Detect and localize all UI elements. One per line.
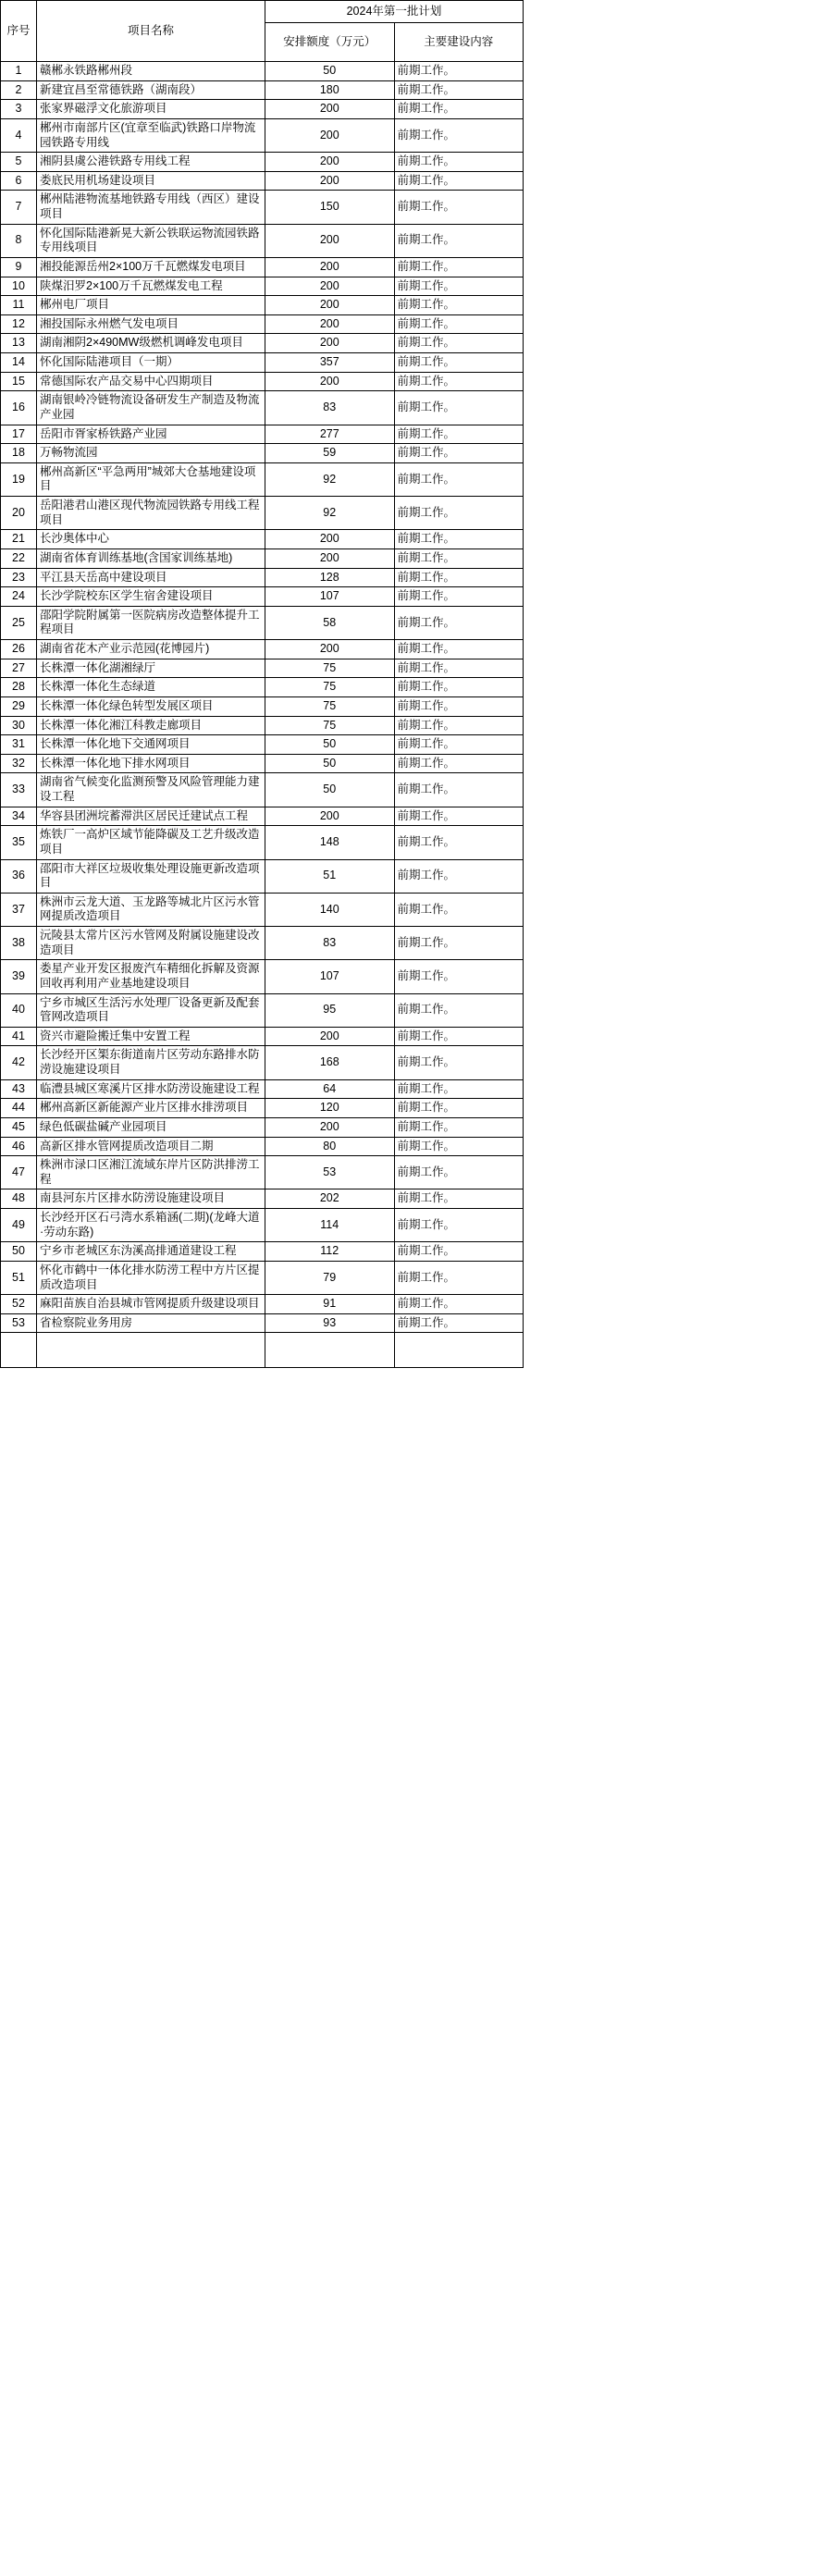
cell-amount: 277 <box>265 425 395 444</box>
cell-content: 前期工作。 <box>394 372 524 391</box>
cell-project-name: 临澧县城区寒溪片区排水防涝设施建设工程 <box>37 1079 265 1099</box>
table-row <box>1 277 524 296</box>
cell-amount: 200 <box>265 296 395 315</box>
cell-project-name: 华容县团洲垸蓄滞洪区居民迁建试点工程 <box>37 807 265 826</box>
cell-project-name: 长沙经开区榘东街道南片区劳动东路排水防涝设施建设项目 <box>37 1046 265 1079</box>
cell-content: 前期工作。 <box>394 1156 524 1189</box>
cell-index: 4 <box>1 118 37 152</box>
cell-empty <box>1 1333 37 1368</box>
cell-index: 53 <box>1 1313 37 1333</box>
table-row <box>1 334 524 353</box>
cell-content: 前期工作。 <box>394 678 524 697</box>
cell-content: 前期工作。 <box>394 425 524 444</box>
table-row <box>1 224 524 257</box>
cell-project-name: 平江县天岳高中建设项目 <box>37 568 265 587</box>
cell-amount: 200 <box>265 224 395 257</box>
table-row <box>1 372 524 391</box>
cell-amount: 75 <box>265 678 395 697</box>
table-row <box>1 716 524 735</box>
cell-content: 前期工作。 <box>394 530 524 549</box>
cell-amount: 200 <box>265 530 395 549</box>
cell-amount: 200 <box>265 171 395 191</box>
cell-content: 前期工作。 <box>394 257 524 277</box>
cell-amount: 148 <box>265 826 395 859</box>
cell-project-name: 怀化市鹤中一体化排水防涝工程中方片区提质改造项目 <box>37 1261 265 1294</box>
cell-amount: 200 <box>265 314 395 334</box>
table-row <box>1 1046 524 1079</box>
cell-amount: 83 <box>265 927 395 960</box>
cell-project-name: 湖南省花木产业示范园(花博园片) <box>37 640 265 659</box>
table-row <box>1 587 524 607</box>
table-header <box>1 1 524 62</box>
table-row <box>1 62 524 81</box>
cell-content: 前期工作。 <box>394 277 524 296</box>
table-row <box>1 1027 524 1046</box>
cell-project-name: 郴州市南部片区(宜章至临武)铁路口岸物流园铁路专用线 <box>37 118 265 152</box>
header-content: 主要建设内容 <box>394 23 524 62</box>
cell-amount: 64 <box>265 1079 395 1099</box>
cell-amount: 200 <box>265 277 395 296</box>
cell-content: 前期工作。 <box>394 606 524 639</box>
cell-index: 2 <box>1 80 37 100</box>
cell-project-name: 湖南省体育训练基地(含国家训练基地) <box>37 548 265 568</box>
cell-project-name: 宁乡市城区生活污水处理厂设备更新及配套管网改造项目 <box>37 993 265 1027</box>
cell-index: 1 <box>1 62 37 81</box>
cell-amount: 200 <box>265 118 395 152</box>
cell-index: 36 <box>1 859 37 893</box>
cell-index: 8 <box>1 224 37 257</box>
cell-amount: 180 <box>265 80 395 100</box>
cell-project-name: 湘投国际永州燃气发电项目 <box>37 314 265 334</box>
cell-content: 前期工作。 <box>394 735 524 755</box>
cell-content: 前期工作。 <box>394 754 524 773</box>
cell-amount: 50 <box>265 62 395 81</box>
cell-project-name: 宁乡市老城区东沩溪高排通道建设工程 <box>37 1242 265 1262</box>
cell-index: 32 <box>1 754 37 773</box>
cell-index: 47 <box>1 1156 37 1189</box>
cell-project-name: 南县河东片区排水防涝设施建设项目 <box>37 1189 265 1209</box>
cell-empty <box>394 1333 524 1368</box>
cell-amount: 120 <box>265 1099 395 1118</box>
cell-project-name: 怀化国际陆港项目（一期） <box>37 353 265 373</box>
cell-amount: 200 <box>265 1027 395 1046</box>
header-amount: 安排额度（万元） <box>265 23 395 62</box>
table-title: 2024年第一批计划 <box>265 1 524 23</box>
cell-project-name: 高新区排水管网提质改造项目二期 <box>37 1137 265 1156</box>
table-row <box>1 927 524 960</box>
cell-content: 前期工作。 <box>394 1295 524 1314</box>
cell-project-name: 邵阳市大祥区垃圾收集处理设施更新改造项目 <box>37 859 265 893</box>
cell-amount: 51 <box>265 859 395 893</box>
cell-index: 12 <box>1 314 37 334</box>
table-row <box>1 1313 524 1333</box>
cell-project-name: 长株潭一体化湘江科教走廊项目 <box>37 716 265 735</box>
cell-index: 34 <box>1 807 37 826</box>
cell-index: 46 <box>1 1137 37 1156</box>
cell-index: 22 <box>1 548 37 568</box>
table-row <box>1 153 524 172</box>
cell-index: 5 <box>1 153 37 172</box>
cell-amount: 50 <box>265 773 395 807</box>
cell-content: 前期工作。 <box>394 1261 524 1294</box>
cell-amount: 58 <box>265 606 395 639</box>
cell-project-name: 邵阳学院附属第一医院病房改造整体提升工程项目 <box>37 606 265 639</box>
cell-amount: 200 <box>265 548 395 568</box>
cell-content: 前期工作。 <box>394 807 524 826</box>
cell-content: 前期工作。 <box>394 462 524 496</box>
table-row <box>1 497 524 530</box>
table-row <box>1 735 524 755</box>
cell-project-name: 怀化国际陆港新晃大新公铁联运物流园铁路专用线项目 <box>37 224 265 257</box>
cell-amount: 200 <box>265 807 395 826</box>
cell-project-name: 绿色低碳盐碱产业园项目 <box>37 1117 265 1137</box>
cell-content: 前期工作。 <box>394 1117 524 1137</box>
cell-content: 前期工作。 <box>394 826 524 859</box>
cell-project-name: 新建宜昌至常德铁路（湖南段） <box>37 80 265 100</box>
cell-project-name: 株洲市渌口区湘江流域东岸片区防洪排涝工程 <box>37 1156 265 1189</box>
table-row <box>1 993 524 1027</box>
table-row <box>1 1156 524 1189</box>
cell-index: 52 <box>1 1295 37 1314</box>
table-row <box>1 257 524 277</box>
cell-index: 11 <box>1 296 37 315</box>
table-row <box>1 640 524 659</box>
cell-amount: 107 <box>265 587 395 607</box>
cell-amount: 114 <box>265 1209 395 1242</box>
cell-index: 14 <box>1 353 37 373</box>
table-row <box>1 1209 524 1242</box>
table-row <box>1 296 524 315</box>
cell-amount: 200 <box>265 640 395 659</box>
cell-project-name: 省检察院业务用房 <box>37 1313 265 1333</box>
cell-content: 前期工作。 <box>394 224 524 257</box>
cell-index: 44 <box>1 1099 37 1118</box>
table-row <box>1 171 524 191</box>
cell-content: 前期工作。 <box>394 1027 524 1046</box>
cell-content: 前期工作。 <box>394 859 524 893</box>
cell-index: 50 <box>1 1242 37 1262</box>
table-row <box>1 462 524 496</box>
cell-amount: 150 <box>265 191 395 224</box>
cell-content: 前期工作。 <box>394 1209 524 1242</box>
cell-project-name: 资兴市避险搬迁集中安置工程 <box>37 1027 265 1046</box>
cell-content: 前期工作。 <box>394 118 524 152</box>
cell-index: 21 <box>1 530 37 549</box>
cell-empty <box>265 1333 395 1368</box>
cell-index: 42 <box>1 1046 37 1079</box>
cell-content: 前期工作。 <box>394 153 524 172</box>
cell-empty <box>37 1333 265 1368</box>
table-row <box>1 425 524 444</box>
cell-amount: 200 <box>265 334 395 353</box>
cell-amount: 200 <box>265 372 395 391</box>
cell-index: 15 <box>1 372 37 391</box>
cell-amount: 91 <box>265 1295 395 1314</box>
cell-amount: 50 <box>265 754 395 773</box>
table-row <box>1 353 524 373</box>
cell-project-name: 赣郴永铁路郴州段 <box>37 62 265 81</box>
table-row-empty <box>1 1333 524 1368</box>
table-row <box>1 1261 524 1294</box>
cell-index: 48 <box>1 1189 37 1209</box>
cell-amount: 200 <box>265 1117 395 1137</box>
cell-content: 前期工作。 <box>394 171 524 191</box>
cell-amount: 92 <box>265 462 395 496</box>
header-index: 序号 <box>1 1 37 62</box>
cell-amount: 50 <box>265 735 395 755</box>
cell-project-name: 湘投能源岳州2×100万千瓦燃煤发电项目 <box>37 257 265 277</box>
cell-index: 49 <box>1 1209 37 1242</box>
cell-index: 10 <box>1 277 37 296</box>
table-header-row-title <box>1 1 524 23</box>
cell-amount: 53 <box>265 1156 395 1189</box>
cell-project-name: 长株潭一体化绿色转型发展区项目 <box>37 696 265 716</box>
cell-project-name: 长株潭一体化地下交通网项目 <box>37 735 265 755</box>
cell-content: 前期工作。 <box>394 100 524 119</box>
cell-index: 23 <box>1 568 37 587</box>
cell-index: 20 <box>1 497 37 530</box>
table-row <box>1 826 524 859</box>
table-row <box>1 678 524 697</box>
cell-index: 26 <box>1 640 37 659</box>
cell-project-name: 长株潭一体化地下排水网项目 <box>37 754 265 773</box>
cell-content: 前期工作。 <box>394 1242 524 1262</box>
cell-content: 前期工作。 <box>394 497 524 530</box>
cell-content: 前期工作。 <box>394 640 524 659</box>
table-row <box>1 807 524 826</box>
table-row <box>1 754 524 773</box>
cell-content: 前期工作。 <box>394 80 524 100</box>
cell-index: 35 <box>1 826 37 859</box>
cell-amount: 200 <box>265 257 395 277</box>
cell-amount: 112 <box>265 1242 395 1262</box>
cell-content: 前期工作。 <box>394 587 524 607</box>
table-row <box>1 191 524 224</box>
table-row <box>1 118 524 152</box>
cell-project-name: 娄底民用机场建设项目 <box>37 171 265 191</box>
cell-content: 前期工作。 <box>394 993 524 1027</box>
cell-amount: 83 <box>265 391 395 425</box>
cell-project-name: 岳阳市胥家桥铁路产业园 <box>37 425 265 444</box>
cell-index: 19 <box>1 462 37 496</box>
cell-index: 31 <box>1 735 37 755</box>
cell-amount: 59 <box>265 444 395 463</box>
table-row <box>1 606 524 639</box>
cell-index: 51 <box>1 1261 37 1294</box>
cell-amount: 75 <box>265 659 395 678</box>
cell-amount: 168 <box>265 1046 395 1079</box>
cell-amount: 75 <box>265 696 395 716</box>
table-row <box>1 548 524 568</box>
cell-index: 29 <box>1 696 37 716</box>
table-row <box>1 1189 524 1209</box>
cell-index: 33 <box>1 773 37 807</box>
table-row <box>1 1242 524 1262</box>
cell-content: 前期工作。 <box>394 659 524 678</box>
table-row <box>1 696 524 716</box>
cell-project-name: 长沙奥体中心 <box>37 530 265 549</box>
cell-content: 前期工作。 <box>394 696 524 716</box>
cell-content: 前期工作。 <box>394 444 524 463</box>
cell-amount: 93 <box>265 1313 395 1333</box>
cell-content: 前期工作。 <box>394 1079 524 1099</box>
table-row <box>1 1137 524 1156</box>
cell-project-name: 炼铁厂一高炉区域节能降碳及工艺升级改造项目 <box>37 826 265 859</box>
table-row <box>1 314 524 334</box>
cell-index: 45 <box>1 1117 37 1137</box>
cell-content: 前期工作。 <box>394 353 524 373</box>
cell-content: 前期工作。 <box>394 1046 524 1079</box>
cell-index: 27 <box>1 659 37 678</box>
cell-content: 前期工作。 <box>394 1099 524 1118</box>
cell-amount: 200 <box>265 153 395 172</box>
cell-index: 41 <box>1 1027 37 1046</box>
cell-content: 前期工作。 <box>394 773 524 807</box>
plan-table <box>0 0 524 1368</box>
cell-project-name: 郴州高新区“平急两用”城郊大仓基地建设项目 <box>37 462 265 496</box>
cell-project-name: 岳阳港君山港区现代物流园铁路专用线工程项目 <box>37 497 265 530</box>
table-row <box>1 568 524 587</box>
cell-project-name: 郴州电厂项目 <box>37 296 265 315</box>
cell-amount: 140 <box>265 893 395 926</box>
cell-amount: 128 <box>265 568 395 587</box>
cell-project-name: 长沙学院校东区学生宿舍建设项目 <box>37 587 265 607</box>
table-row <box>1 391 524 425</box>
cell-index: 43 <box>1 1079 37 1099</box>
cell-amount: 200 <box>265 100 395 119</box>
table-row <box>1 893 524 926</box>
cell-project-name: 湘阴县虞公港铁路专用线工程 <box>37 153 265 172</box>
table-row <box>1 1295 524 1314</box>
cell-content: 前期工作。 <box>394 927 524 960</box>
cell-project-name: 陕煤汨罗2×100万千瓦燃煤发电工程 <box>37 277 265 296</box>
table-body <box>1 62 524 1368</box>
cell-project-name: 常德国际农产品交易中心四期项目 <box>37 372 265 391</box>
cell-index: 39 <box>1 960 37 993</box>
cell-project-name: 张家界磁浮文化旅游项目 <box>37 100 265 119</box>
table-row <box>1 100 524 119</box>
cell-index: 40 <box>1 993 37 1027</box>
cell-index: 25 <box>1 606 37 639</box>
cell-index: 24 <box>1 587 37 607</box>
cell-index: 9 <box>1 257 37 277</box>
cell-project-name: 郴州高新区新能源产业片区排水排涝项目 <box>37 1099 265 1118</box>
table-row <box>1 444 524 463</box>
cell-index: 16 <box>1 391 37 425</box>
cell-project-name: 长株潭一体化湖湘绿厅 <box>37 659 265 678</box>
cell-project-name: 湖南省气候变化监测预警及风险管理能力建设工程 <box>37 773 265 807</box>
cell-amount: 107 <box>265 960 395 993</box>
cell-content: 前期工作。 <box>394 314 524 334</box>
cell-index: 18 <box>1 444 37 463</box>
table-row <box>1 530 524 549</box>
cell-project-name: 湖南湘阴2×490MW级燃机调峰发电项目 <box>37 334 265 353</box>
table-row <box>1 80 524 100</box>
cell-project-name: 长株潭一体化生态绿道 <box>37 678 265 697</box>
cell-index: 30 <box>1 716 37 735</box>
cell-content: 前期工作。 <box>394 191 524 224</box>
cell-index: 6 <box>1 171 37 191</box>
cell-index: 3 <box>1 100 37 119</box>
cell-content: 前期工作。 <box>394 893 524 926</box>
cell-content: 前期工作。 <box>394 334 524 353</box>
table-row <box>1 1079 524 1099</box>
cell-project-name: 株洲市云龙大道、玉龙路等城北片区污水管网提质改造项目 <box>37 893 265 926</box>
cell-content: 前期工作。 <box>394 716 524 735</box>
table-row <box>1 960 524 993</box>
cell-content: 前期工作。 <box>394 960 524 993</box>
cell-index: 38 <box>1 927 37 960</box>
cell-amount: 92 <box>265 497 395 530</box>
cell-content: 前期工作。 <box>394 1189 524 1209</box>
cell-amount: 79 <box>265 1261 395 1294</box>
cell-amount: 95 <box>265 993 395 1027</box>
cell-index: 37 <box>1 893 37 926</box>
cell-amount: 80 <box>265 1137 395 1156</box>
cell-content: 前期工作。 <box>394 568 524 587</box>
cell-content: 前期工作。 <box>394 548 524 568</box>
header-name: 项目名称 <box>37 1 265 62</box>
cell-index: 28 <box>1 678 37 697</box>
table-row <box>1 1117 524 1137</box>
cell-amount: 75 <box>265 716 395 735</box>
cell-content: 前期工作。 <box>394 1313 524 1333</box>
cell-project-name: 万畅物流园 <box>37 444 265 463</box>
cell-project-name: 湖南银岭冷链物流设备研发生产制造及物流产业园 <box>37 391 265 425</box>
table-row <box>1 773 524 807</box>
cell-content: 前期工作。 <box>394 1137 524 1156</box>
cell-content: 前期工作。 <box>394 62 524 81</box>
cell-project-name: 郴州陆港物流基地铁路专用线（西区）建设项目 <box>37 191 265 224</box>
cell-index: 17 <box>1 425 37 444</box>
cell-project-name: 麻阳苗族自治县城市管网提质升级建设项目 <box>37 1295 265 1314</box>
cell-content: 前期工作。 <box>394 296 524 315</box>
table-row <box>1 1099 524 1118</box>
table-row <box>1 859 524 893</box>
cell-content: 前期工作。 <box>394 391 524 425</box>
cell-index: 13 <box>1 334 37 353</box>
cell-amount: 357 <box>265 353 395 373</box>
cell-project-name: 娄星产业开发区报废汽车精细化拆解及资源回收再利用产业基地建设项目 <box>37 960 265 993</box>
table-row <box>1 659 524 678</box>
cell-project-name: 沅陵县太常片区污水管网及附属设施建设改造项目 <box>37 927 265 960</box>
cell-amount: 202 <box>265 1189 395 1209</box>
cell-project-name: 长沙经开区石弓湾水系箱涵(二期)(龙峰大道·劳动东路) <box>37 1209 265 1242</box>
cell-index: 7 <box>1 191 37 224</box>
